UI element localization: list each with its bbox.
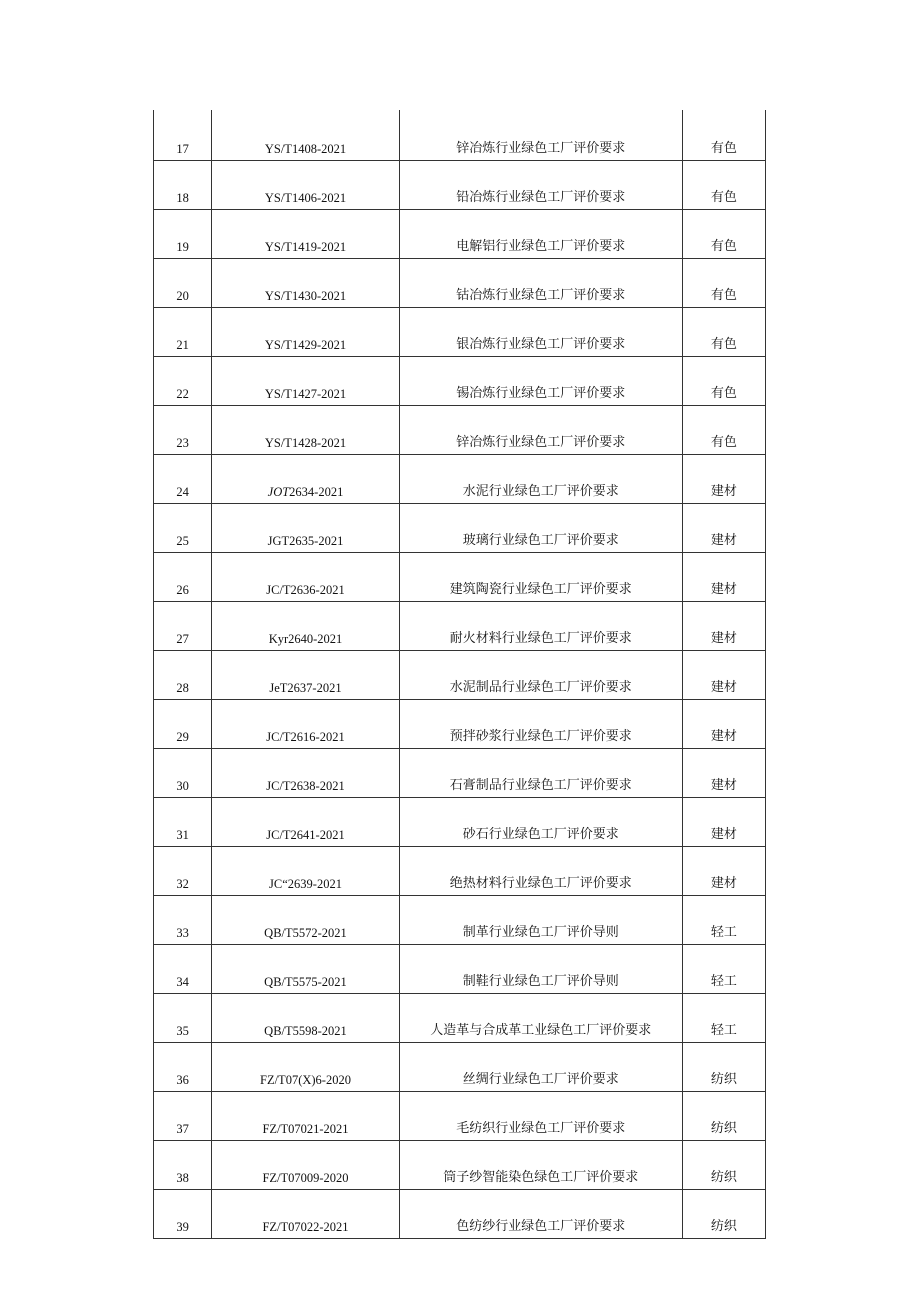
standard-code: FZ/T07(X)6-2020 xyxy=(212,1043,400,1092)
table-row xyxy=(154,1043,766,1092)
industry-category: 有色 xyxy=(682,357,765,406)
industry-category: 有色 xyxy=(682,110,765,161)
standard-code: FZ/T07022-2021 xyxy=(212,1190,400,1239)
standard-code: JGT2635-2021 xyxy=(212,504,400,553)
row-number: 22 xyxy=(154,357,212,406)
standard-name: 预拌砂浆行业绿色工厂评价要求 xyxy=(399,700,682,749)
standard-name: 玻璃行业绿色工厂评价要求 xyxy=(399,504,682,553)
standard-name: 钴冶炼行业绿色工厂评价要求 xyxy=(399,259,682,308)
row-number: 27 xyxy=(154,602,212,651)
row-number: 29 xyxy=(154,700,212,749)
standard-code: YS/T1406-2021 xyxy=(212,161,400,210)
table-row xyxy=(154,110,766,161)
standard-code: YS/T1429-2021 xyxy=(212,308,400,357)
standard-code: YS/T1430-2021 xyxy=(212,259,400,308)
standard-name: 电解铝行业绿色工厂评价要求 xyxy=(399,210,682,259)
row-number: 25 xyxy=(154,504,212,553)
table-row xyxy=(154,700,766,749)
industry-category: 纺织 xyxy=(682,1141,765,1190)
row-number: 38 xyxy=(154,1141,212,1190)
industry-category: 纺织 xyxy=(682,1092,765,1141)
standard-name: 人造革与合成革工业绿色工厂评价要求 xyxy=(399,994,682,1043)
standard-name: 水泥行业绿色工厂评价要求 xyxy=(399,455,682,504)
standard-code: JC/T2638-2021 xyxy=(212,749,400,798)
standard-code: QB/T5598-2021 xyxy=(212,994,400,1043)
industry-category: 轻工 xyxy=(682,945,765,994)
standard-code: FZ/T07009-2020 xyxy=(212,1141,400,1190)
table-row xyxy=(154,847,766,896)
industry-category: 建材 xyxy=(682,749,765,798)
standard-name: 建筑陶瓷行业绿色工厂评价要求 xyxy=(399,553,682,602)
table-row xyxy=(154,651,766,700)
standard-code: FZ/T07021-2021 xyxy=(212,1092,400,1141)
table-row xyxy=(154,994,766,1043)
industry-category: 纺织 xyxy=(682,1043,765,1092)
row-number: 34 xyxy=(154,945,212,994)
table-row xyxy=(154,259,766,308)
standard-code: QB/T5572-2021 xyxy=(212,896,400,945)
row-number: 33 xyxy=(154,896,212,945)
table-row xyxy=(154,896,766,945)
industry-category: 建材 xyxy=(682,504,765,553)
table-row xyxy=(154,553,766,602)
row-number: 18 xyxy=(154,161,212,210)
table-body xyxy=(154,110,766,1239)
row-number: 28 xyxy=(154,651,212,700)
row-number: 17 xyxy=(154,110,212,161)
row-number: 32 xyxy=(154,847,212,896)
industry-category: 有色 xyxy=(682,308,765,357)
code-prefix: JOT xyxy=(267,485,290,499)
table-row xyxy=(154,798,766,847)
standard-code: Kyr2640-2021 xyxy=(212,602,400,651)
row-number: 26 xyxy=(154,553,212,602)
standard-name: 铅冶炼行业绿色工厂评价要求 xyxy=(399,161,682,210)
table-row xyxy=(154,1141,766,1190)
table-row xyxy=(154,308,766,357)
table-row xyxy=(154,1190,766,1239)
row-number: 37 xyxy=(154,1092,212,1141)
standard-name: 石膏制品行业绿色工厂评价要求 xyxy=(399,749,682,798)
standard-name: 银冶炼行业绿色工厂评价要求 xyxy=(399,308,682,357)
table-row xyxy=(154,945,766,994)
row-number: 19 xyxy=(154,210,212,259)
row-number: 36 xyxy=(154,1043,212,1092)
standard-name: 丝绸行业绿色工厂评价要求 xyxy=(399,1043,682,1092)
standard-code: JC“2639-2021 xyxy=(212,847,400,896)
industry-category: 有色 xyxy=(682,406,765,455)
industry-category: 建材 xyxy=(682,553,765,602)
industry-category: 建材 xyxy=(682,798,765,847)
table-row xyxy=(154,602,766,651)
standard-name: 制革行业绿色工厂评价导则 xyxy=(399,896,682,945)
row-number: 31 xyxy=(154,798,212,847)
row-number: 20 xyxy=(154,259,212,308)
industry-category: 有色 xyxy=(682,210,765,259)
row-number: 35 xyxy=(154,994,212,1043)
industry-category: 建材 xyxy=(682,700,765,749)
standard-name: 砂石行业绿色工厂评价要求 xyxy=(399,798,682,847)
standard-code: YS/T1427-2021 xyxy=(212,357,400,406)
industry-category: 建材 xyxy=(682,602,765,651)
standard-code: JC/T2616-2021 xyxy=(212,700,400,749)
row-number: 24 xyxy=(154,455,212,504)
table-row xyxy=(154,357,766,406)
industry-category: 建材 xyxy=(682,651,765,700)
standard-name: 水泥制品行业绿色工厂评价要求 xyxy=(399,651,682,700)
table-row xyxy=(154,1092,766,1141)
standard-name: 制鞋行业绿色工厂评价导则 xyxy=(399,945,682,994)
table-row xyxy=(154,210,766,259)
standard-name: 绝热材料行业绿色工厂评价要求 xyxy=(399,847,682,896)
row-number: 39 xyxy=(154,1190,212,1239)
standard-code: YS/T1408-2021 xyxy=(212,110,400,161)
standard-name: 锡冶炼行业绿色工厂评价要求 xyxy=(399,357,682,406)
industry-category: 建材 xyxy=(682,847,765,896)
standard-code: QB/T5575-2021 xyxy=(212,945,400,994)
industry-category: 轻工 xyxy=(682,994,765,1043)
row-number: 23 xyxy=(154,406,212,455)
standard-name: 锌冶炼行业绿色工厂评价要求 xyxy=(399,406,682,455)
standard-name: 筒子纱智能染色绿色工厂评价要求 xyxy=(399,1141,682,1190)
industry-category: 有色 xyxy=(682,259,765,308)
table-row xyxy=(154,749,766,798)
industry-category: 有色 xyxy=(682,161,765,210)
standard-code: YS/T1428-2021 xyxy=(212,406,400,455)
table-row xyxy=(154,161,766,210)
industry-category: 纺织 xyxy=(682,1190,765,1239)
industry-category: 轻工 xyxy=(682,896,765,945)
standard-code: JC/T2641-2021 xyxy=(212,798,400,847)
row-number: 30 xyxy=(154,749,212,798)
standard-code: YS/T1419-2021 xyxy=(212,210,400,259)
industry-category: 建材 xyxy=(682,455,765,504)
standard-code: JC/T2636-2021 xyxy=(212,553,400,602)
standard-name: 毛纺织行业绿色工厂评价要求 xyxy=(399,1092,682,1141)
standard-code: JOT2634-2021 xyxy=(212,455,400,504)
standard-name: 色纺纱行业绿色工厂评价要求 xyxy=(399,1190,682,1239)
row-number: 21 xyxy=(154,308,212,357)
standard-name: 锌冶炼行业绿色工厂评价要求 xyxy=(399,110,682,161)
table-row xyxy=(154,406,766,455)
standard-code: JeT2637-2021 xyxy=(212,651,400,700)
standards-table xyxy=(153,110,766,1239)
table-row xyxy=(154,504,766,553)
table-row xyxy=(154,455,766,504)
standard-name: 耐火材料行业绿色工厂评价要求 xyxy=(399,602,682,651)
